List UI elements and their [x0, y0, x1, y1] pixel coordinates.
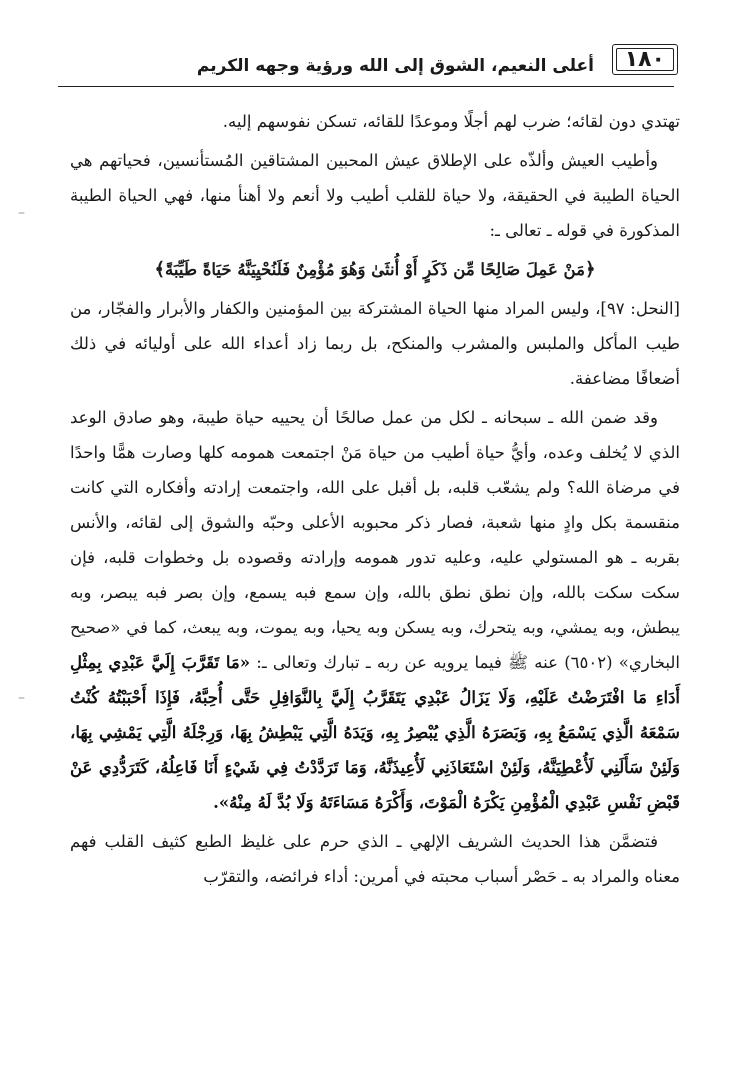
running-title: أعلى النعيم، الشوق إلى الله ورؤية وجهه الكريم	[196, 56, 594, 76]
margin-dash-mark: –	[18, 205, 25, 221]
verse-open-bracket: ﴿	[584, 259, 596, 280]
verse-close-bracket: ﴾	[154, 259, 166, 280]
paragraph	[70, 400, 680, 820]
paragraph-text: وقد ضمن الله ـ سبحانه ـ لكل من عمل صالحًا أن يحييه حياة طيبة، وهو صادق الوعد الذي لا يُخلف وعده، وأيُّ حياة أطيب من حياة مَنْ اجتمعت همومه كلها وصارت همًّا واحدًا في مرضاة الله؟ ولم يشعّب قلبه، بل أقبل على الله، واجتمعت إرادته وأفكاره التي كانت منقسمة بكل وادٍ منها شعبة، فصار ذكر محبوبه الأعلى وحبّه والشوق إلى لقائه، والأنس بقربه ـ هو المستولي عليه، وعليه تدور همومه وإرادته وقصوده بل وخطوات قلبه، فإن سكت سكت بالله، وإن نطق نطق بالله، وإن سمع فبه يسمع، وإن بصر فبه يبصر، وبه يبطش، وبه يمشي، وبه يتحرك، وبه يسكن وبه يحيا، وبه يموت، وبه يبعث، كما في «صحيح البخاري» (٦٥٠٢) عنه ﷺ فيما يرويه عن ربه ـ تبارك وتعالى ـ:	[70, 408, 681, 672]
page-body	[70, 104, 680, 898]
paragraph: فتضمَّن هذا الحديث الشريف الإلهي ـ الذي حرم على غليظ الطبع كثيف القلب فهم معناه والمراد به ـ حَصْر أسباب محبته في أمرين: أداء فرائضه، والتقرّب	[70, 832, 680, 886]
page-header	[58, 38, 674, 87]
verse-text: مَنْ عَمِلَ صَالِحًا مِّن ذَكَرٍ أَوْ أُنثَىٰ وَهُوَ مُؤْمِنٌ فَلَنُحْيِيَنَّهُ حَيَاةً طَيِّبَةً	[165, 260, 585, 279]
paragraph: [النحل: ٩٧]، وليس المراد منها الحياة المشتركة بين المؤمنين والكفار والأبرار والفجّار، من طيب المأكل والملبس والمشرب والمنكح، بل ربما زاد أعداء الله على أوليائه في ذلك أضعافًا مضاعفة.	[70, 299, 680, 388]
paragraph: تهتدي دون لقائه؛ ضرب لهم أجلًا وموعدًا للقائه، تسكن نفوسهم إليه.	[222, 112, 680, 131]
margin-dash-mark: –	[18, 690, 25, 706]
paragraph: وأطيب العيش وألذّه على الإطلاق عيش المحبين المشتاقين المُستأنسين، فحياتهم هي الحياة الطيبة في الحقيقة، ولا حياة للقلب أطيب ولا أنعم ولا أهنأ منها، فهي الحياة الطيبة المذكورة في قوله ـ تعالى ـ:	[70, 151, 680, 240]
page-number: ١٨٠	[612, 44, 678, 75]
quran-verse	[70, 252, 680, 287]
hadith-text: «مَا تَقَرَّبَ إِلَيَّ عَبْدِي بِمِثْلِ أَدَاءِ مَا افْتَرَضْتُ عَلَيْهِ، وَلَا يَزَالُ عَبْدِي يَتَقَرَّبُ إِلَيَّ بِالنَّوَافِلِ حَتَّى أُحِبَّهُ، فَإِذَا أَحْبَبْتُهُ كُنْتُ سَمْعَهُ الَّذِي يَسْمَعُ بِهِ، وَبَصَرَهُ الَّذِي يُبْصِرُ بِهِ، وَيَدَهُ الَّتِي يَبْطِشُ بِهَا، وَرِجْلَهُ الَّتِي يَمْشِي بِهَا، وَلَئِنْ سَأَلَنِي لَأُعْطِيَنَّهُ، وَلَئِنْ اسْتَعَاذَنِي لَأُعِيذَنَّهُ، وَمَا تَرَدَّدْتُ فِي شَيْءٍ أَنَا فَاعِلُهُ، كَتَرَدُّدِي عَنْ قَبْضِ نَفْسِ عَبْدِي الْمُؤْمِنِ يَكْرَهُ الْمَوْتَ، وَأَكْرَهُ مَسَاءَتَهُ وَلَا بُدَّ لَهُ مِنْهُ».	[70, 653, 680, 812]
